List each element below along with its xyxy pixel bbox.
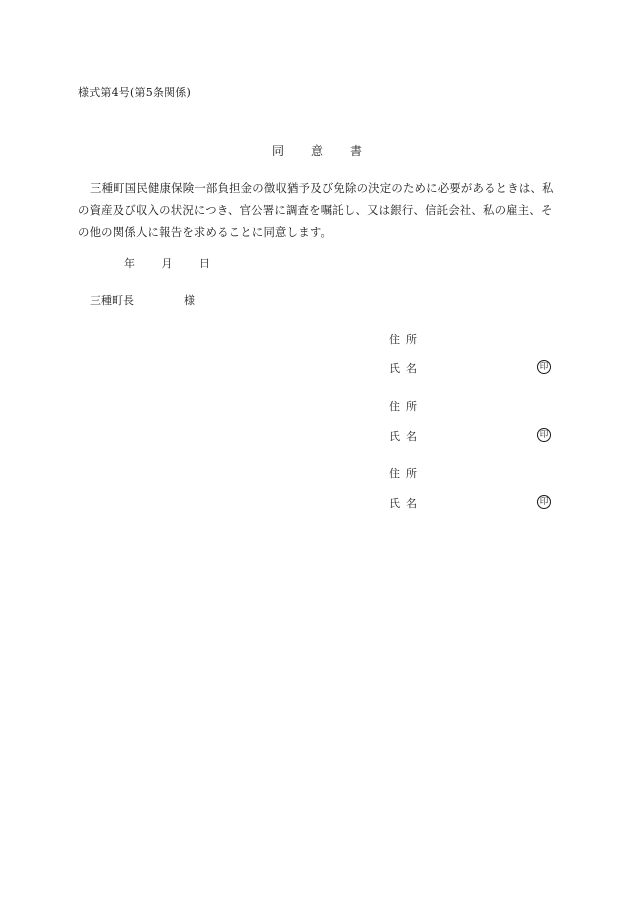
- signatory-1-seal-mark: 印: [537, 360, 551, 374]
- date-year-label: 年: [124, 257, 135, 270]
- signatory-1-address-label: 住所: [389, 333, 423, 346]
- addressee: [90, 292, 195, 308]
- title-char: 意: [310, 144, 323, 158]
- addressee-name: 三種町長: [90, 294, 134, 307]
- signatory-3-address-label: 住所: [389, 467, 423, 480]
- signatory-2-name-label: 氏名: [389, 430, 423, 443]
- consent-body-text: 三種町国民健康保険一部負担金の徴収猶予及び免除の決定のために必要があるときは、私の資産及び収入の状況につき、官公署に調査を嘱託し、又は銀行、信託会社、私の雇主、その他の関係人に報告を求めることに同意します。: [78, 181, 554, 239]
- title-char: 書: [349, 144, 362, 158]
- signatory-3-seal-mark: 印: [537, 495, 551, 509]
- date-day-label: 日: [199, 257, 210, 270]
- signatory-2-address-label: 住所: [389, 400, 423, 413]
- date-month-label: 月: [161, 257, 173, 270]
- addressee-honorific: 様: [184, 294, 195, 307]
- form-number: 様式第4号(第5条関係): [78, 86, 191, 99]
- signatory-2-seal-mark: 印: [537, 428, 551, 442]
- signatory-1-name-label: 氏名: [389, 362, 423, 375]
- document-title: [272, 142, 362, 159]
- title-char: 同: [272, 144, 285, 158]
- signatory-3-name-label: 氏名: [389, 497, 423, 510]
- date-line: [124, 255, 210, 271]
